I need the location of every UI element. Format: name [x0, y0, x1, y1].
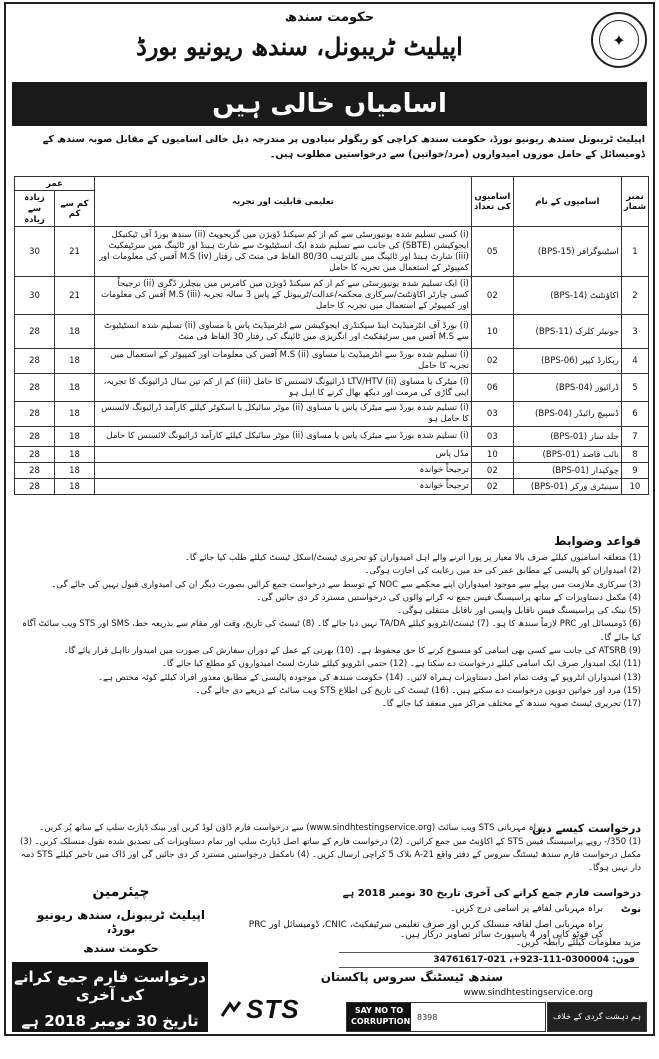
- cell-qualification: (i) تسلیم شدہ بورڈ سے میٹرک پاس یا مساوی (ii) موٹر سائیکل کیلئے کارآمد ڈرائیونگ لائسنس کا حامل: [95, 427, 472, 447]
- cell-count: 03: [471, 427, 513, 447]
- cell-min-age: 18: [55, 479, 95, 495]
- sts-logo-icon: [220, 1000, 242, 1022]
- cell-count: 02: [471, 463, 513, 479]
- cell-max-age: 28: [15, 349, 55, 374]
- rule-item: (2) امیدواران کو پالیسی کے مطابق عمر کی حد میں رعایت کی اجازت ہوگی۔: [364, 566, 641, 577]
- rule-item: (5) بینک کی پراسیسنگ فیس ناقابل واپسی اور ناقابل منتقلی ہوگی۔: [397, 606, 641, 617]
- how-to-apply-title: درخواست کیسے دیں: [532, 822, 641, 835]
- header-post: اسامیوں کے نام: [513, 177, 621, 227]
- cell-min-age: 18: [55, 402, 95, 427]
- note-line1: براہ مہربانی لفافے پر اسامی درج کریں۔: [450, 904, 603, 914]
- cell-post: نائب قاصد (BPS-01): [513, 447, 621, 463]
- sindh-emblem-icon: ✦: [591, 12, 647, 68]
- cell-post: اسٹینوگرافر (BPS-15): [513, 227, 621, 277]
- table-row: [15, 463, 649, 479]
- cell-qualification: ترجیحاً خواندہ: [95, 463, 472, 479]
- rule-item: (3) سرکاری ملازمت میں پہلے سے موجود امیدواران اپنے محکمے سے NOC کے توسط سے درخواست جمع کرائیں بصورت دیگر ان کی امیدواری قبول نہیں کی جائے گی۔: [51, 579, 641, 590]
- vacancies-table: [14, 176, 649, 495]
- cell-min-age: 18: [55, 427, 95, 447]
- cell-min-age: 18: [55, 447, 95, 463]
- table-row: [15, 315, 649, 349]
- cell-count: 05: [471, 227, 513, 277]
- deadline-box-line1: درخواست فارم جمع کرانے کی آخری: [14, 968, 206, 1004]
- cell-qualification: مڈل پاس: [95, 447, 472, 463]
- table-row: [15, 374, 649, 402]
- header-count: اسامیوں کی تعداد: [471, 177, 513, 227]
- cell-max-age: 30: [15, 227, 55, 277]
- cell-qualification: (i) کسی تسلیم شدہ یونیورسٹی سے کم از کم سیکنڈ ڈویژن میں گریجویٹ (ii) سندھ بورڈ آف ٹیکنیکل ایجوکیشن (SBTE) کی جانب سے تسلیم شدہ ایک انسٹیٹیوٹ سے شارٹ ہینڈ اور ٹائپنگ میں سرٹیفکیٹ (iii) شارٹ ہینڈ اور ٹائپنگ میں بالترتیب 80/30 الفاظ فی منٹ کی رفتار (iv) M.S آفس کی معلومات اور کمپیوٹر کے استعمال میں تجربہ کا حامل: [95, 227, 472, 277]
- rule-item: (13) امیدواران انٹرویو کے وقت تمام اصل دستاویزات ہمراہ لائیں۔ (14) حکومت سندھ کی موجودہ پالیسی کے مطابق معذور افراد کیلئے کوٹہ مختص ہے۔: [98, 672, 641, 683]
- chairman-block: [26, 884, 216, 955]
- anti-terror-logo: ہم دہشت گردی کے خلاف متحد ہیں: [547, 1002, 647, 1032]
- table-row: [15, 277, 649, 315]
- cell-min-age: 21: [55, 277, 95, 315]
- rules-title: قواعد وضوابط: [554, 534, 641, 548]
- cell-serial: 1: [621, 227, 648, 277]
- note-line3: مزید معلومات کیلئے رابطہ کریں۔: [515, 938, 641, 948]
- cell-count: 10: [471, 447, 513, 463]
- cell-serial: 6: [621, 402, 648, 427]
- cell-min-age: 21: [55, 227, 95, 277]
- note-title: نوٹ: [620, 904, 641, 915]
- deadline-text: درخواست فارم جمع کرانے کی آخری تاریخ 30 نومبر 2018 ہے: [342, 888, 641, 899]
- cell-qualification: (i) ایک تسلیم شدہ یونیورسٹی سے کم از کم سیکنڈ ڈویژن میں کامرس میں بیچلرز ڈگری (ii) ترجیحاً کسی چارٹر اکاؤنٹنٹ/سرکاری محکمہ/عدالت/ٹریبونل کے پاس 3 سالہ تجربہ (iii) M.S آفس کی معلومات اور کمپیوٹر کے استعمال میں تجربہ کا حامل: [95, 277, 472, 315]
- cell-count: 06: [471, 374, 513, 402]
- cell-qualification: (i) میٹرک یا مساوی (ii) LTV/HTV ڈرائیونگ لائسنس کا حامل (iii) کم از کم تین سال ڈرائیونگ کا تجربہ، اپنی گاڑی کی مرمت اور دیکھ بھال کرنے کا اہل ہو: [95, 374, 472, 402]
- rule-item: (9) ATSRB کی جانب سے کسی بھی اسامی کو منسوخ کرنے کا حق محفوظ ہے۔ (10) بھرتی کے عمل کے دوران سفارش کی صورت میں امیدوار نااہل قرار پائے گا۔: [63, 646, 641, 657]
- cell-serial: 3: [621, 315, 648, 349]
- contact-phone: فون: 0300004-111-923+، 021-34761617: [339, 952, 639, 968]
- chairman-gov: حکومت سندھ: [83, 942, 159, 955]
- cell-count: 03: [471, 402, 513, 427]
- intro-text: اپیلیٹ ٹریبونل سندھ ریونیو بورڈ، حکومت سندھ کراچی کو ریگولر بنیادوں پر مندرجہ ذیل خالی اسامیوں کے مقابل صوبہ سندھ کے ڈومیسائل کے حامل موزوں امیدواروں (مرد/خواتین) سے درخواستیں مطلوب ہیں۔: [42, 134, 645, 160]
- cell-max-age: 28: [15, 374, 55, 402]
- table-row: [15, 402, 649, 427]
- header-max-age: زیادہ سے زیادہ: [15, 191, 55, 227]
- cell-serial: 10: [621, 479, 648, 495]
- header-min-age: کم سے کم: [55, 191, 95, 227]
- cell-post: ڈرائیور (BPS-04): [513, 374, 621, 402]
- cell-post: جلد ساز (BPS-01): [513, 427, 621, 447]
- table-row: [15, 349, 649, 374]
- note-line2: براہ مہربانی اصل لفافہ منسلک کریں اور صرف تعلیمی سرٹیفکیٹ، CNIC، ڈومیسائل اور PRC کی فوٹو کاپی اور 4 پاسپورٹ سائز تصاویر درکار ہیں۔: [248, 920, 603, 940]
- deadline-box: [12, 962, 208, 1032]
- advertisement-page: [4, 2, 655, 1049]
- cell-count: 02: [471, 277, 513, 315]
- cell-serial: 9: [621, 463, 648, 479]
- cell-max-age: 28: [15, 315, 55, 349]
- table-row: [15, 479, 649, 495]
- cell-post: ریکارڈ کیپر (BPS-06): [513, 349, 621, 374]
- cell-min-age: 18: [55, 315, 95, 349]
- cell-min-age: 18: [55, 349, 95, 374]
- say-no-text: SAY NO TO CORRUPTION: [347, 1003, 411, 1031]
- cell-serial: 2: [621, 277, 648, 315]
- cell-post: چوکیدار (BPS-01): [513, 463, 621, 479]
- rule-item: (15) مرد اور خواتین دونوں درخواست دے سکتے ہیں۔ (16) ٹیسٹ کی تاریخ کی اطلاع STS ویب سائٹ کے ذریعے دی جائے گی۔: [195, 685, 641, 696]
- cell-qualification: (i) تسلیم شدہ بورڈ سے میٹرک پاس یا مساوی (ii) موٹر سائیکل یا اسکوٹر کیلئے کارآمد ڈرائیونگ لائسنس کا حامل ہو: [95, 402, 472, 427]
- cell-max-age: 28: [15, 402, 55, 427]
- how-to-apply-line2: (1) 350/- روپے پراسیسنگ فیس STS کے اکاؤنٹ میں جمع کرائیں۔ (2) درخواست فارم کے ساتھ اصل ڈپازٹ سلپ اور تمام دستاویزات کی تصدیق شدہ نقول منسلک کریں۔ (3) مکمل درخواست فارم سندھ ٹیسٹنگ سروس کے دفتر واقع A-21 بلاک 5 کراچی ارسال کریں۔ (4) نامکمل درخواستیں مسترد کر دی جائیں گی اور ڈاک میں تاخیر کیلئے STS ذمہ دار نہیں ہوگا۔: [19, 837, 641, 873]
- say-no-corruption-logo: [346, 1002, 546, 1032]
- sts-logo: [220, 994, 300, 1025]
- organization-title: اپیلیٹ ٹریبونل، سندھ ریونیو بورڈ: [136, 32, 463, 61]
- chairman-title: چیئرمین: [92, 884, 150, 900]
- cell-serial: 8: [621, 447, 648, 463]
- rule-item: (1) متعلقہ اسامیوں کیلئے صرف بالا معیار پر پورا اترنے والے اہل امیدواران کو تحریری ٹیسٹ/اسکل ٹیسٹ کیلئے طلب کیا جائے گا۔: [184, 553, 641, 563]
- deadline-box-line2: تاریخ 30 نومبر 2018 ہے: [21, 1012, 199, 1030]
- government-title: حکومت سندھ: [284, 10, 375, 25]
- cell-max-age: 28: [15, 447, 55, 463]
- cell-serial: 7: [621, 427, 648, 447]
- cell-count: 02: [471, 479, 513, 495]
- cell-qualification: (i) بورڈ آف انٹرمیڈیٹ اینڈ سیکنڈری ایجوکیشن سے انٹرمیڈیٹ پاس یا مساوی (ii) تسلیم شدہ انسٹیٹیوٹ سے M.S آفس میں سرٹیفکیٹ اور انگریزی میں ٹائپنگ کی رفتار 30 الفاظ فی منٹ: [95, 315, 472, 349]
- cell-max-age: 28: [15, 479, 55, 495]
- rule-item: (17) تحریری ٹیسٹ صوبہ سندھ کے مختلف مراکز میں منعقد کیا جائے گا۔: [381, 699, 641, 710]
- cell-post: اکاؤنٹنٹ (BPS-14): [513, 277, 621, 315]
- rule-item: (4) مکمل دستاویزات کے ساتھ پراسیسنگ فیس جمع نہ کرانے والوں کی درخواستیں مسترد کر دی جائیں گی۔: [256, 592, 641, 603]
- cell-min-age: 18: [55, 463, 95, 479]
- sts-logo-text: STS: [246, 994, 300, 1024]
- cell-min-age: 18: [55, 374, 95, 402]
- table-row: [15, 227, 649, 277]
- rule-item: (11) ایک امیدوار صرف ایک اسامی کیلئے درخواست دے سکتا ہے۔ (12) حتمی انٹرویو کیلئے شارٹ لسٹ امیدواروں کو مطلع کیا جائے گا۔: [161, 659, 641, 670]
- header-age: عمر: [15, 177, 95, 191]
- cell-post: جونیئر کلرک (BPS-11): [513, 315, 621, 349]
- cell-serial: 4: [621, 349, 648, 374]
- vacancies-banner: اسامیاں خالی ہیں: [12, 82, 647, 126]
- cell-serial: 5: [621, 374, 648, 402]
- table-row: [15, 427, 649, 447]
- rule-item: (6) ڈومیسائل اور PRC لازماً سندھ کا ہو۔ (7) ٹیسٹ/انٹرویو کیلئے TA/DA نہیں دیا جائے گا۔ (8) ٹیسٹ کی تاریخ، وقت اور مقام سے بذریعہ خط، SMS اور STS ویب سائٹ آگاہ کیا جائے گا۔: [21, 619, 641, 643]
- cell-max-age: 28: [15, 463, 55, 479]
- cell-qualification: ترجیحاً خواندہ: [95, 479, 472, 495]
- hotline-number: 8398: [417, 1012, 438, 1022]
- cell-count: 02: [471, 349, 513, 374]
- rules-list: [16, 552, 641, 712]
- cell-max-age: 30: [15, 277, 55, 315]
- cell-count: 10: [471, 315, 513, 349]
- cell-qualification: (i) تسلیم شدہ بورڈ سے انٹرمیڈیٹ یا مساوی (ii) M.S آفس کی معلومات اور کمپیوٹر کے استعمال میں تجربہ کا حامل: [95, 349, 472, 374]
- cell-post: ڈسپیچ رائیڈر (BPS-04): [513, 402, 621, 427]
- sts-website-link[interactable]: www.sindhtestingservice.org: [463, 988, 593, 998]
- table-row: [15, 447, 649, 463]
- chairman-org: اپیلیٹ ٹریبونل، سندھ ریونیو بورڈ،: [37, 908, 205, 936]
- header-qualification: تعلیمی قابلیت اور تجربہ: [95, 177, 472, 227]
- how-to-apply-line1: براہ مہربانی STS ویب سائٹ (www.sindhtestingservice.org) سے درخواست فارم ڈاؤن لوڈ کریں اور بینک ڈپازٹ سلپ کے ساتھ پُر کریں۔: [39, 823, 543, 833]
- header-serial: نمبر شمار: [621, 177, 648, 227]
- cell-max-age: 28: [15, 427, 55, 447]
- cell-post: سینیٹری ورکر (BPS-01): [513, 479, 621, 495]
- sts-name: سندھ ٹیسٹنگ سروس پاکستان: [320, 970, 503, 984]
